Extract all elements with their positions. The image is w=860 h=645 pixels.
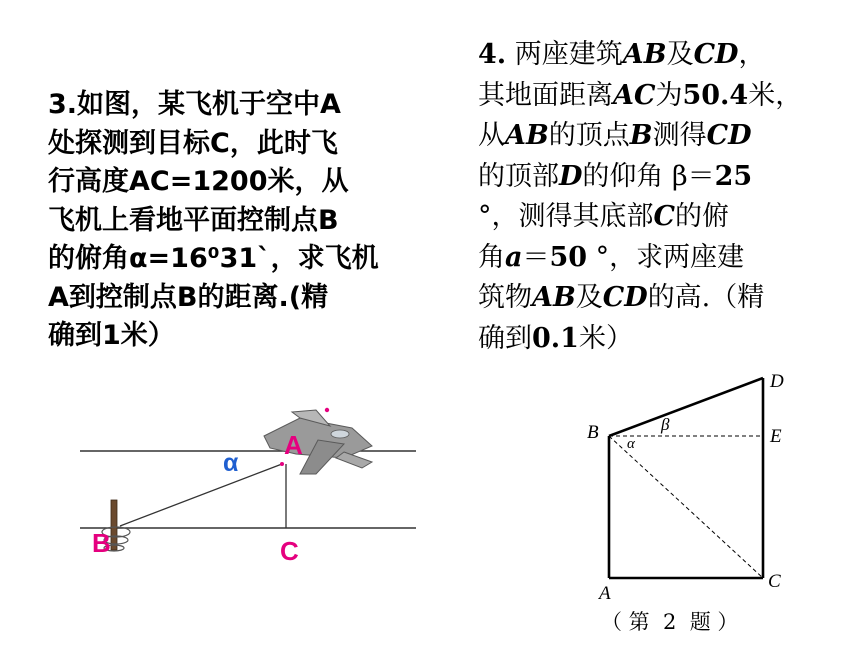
text-run: 及 [575, 282, 603, 313]
text-run: 从 [478, 120, 505, 151]
airplane-icon [264, 408, 372, 474]
text-run: 米） [578, 322, 633, 354]
label-c: C [280, 536, 299, 566]
figure-2-caption: （ 第 2 题 ） [601, 610, 739, 634]
math-var: B [629, 120, 653, 151]
text-run: 为 [655, 79, 683, 111]
text-run: 的顶点 [548, 120, 630, 151]
math-var: AB [532, 282, 576, 313]
math-var: a [505, 241, 523, 273]
line-bc-dashed [609, 436, 763, 578]
math-var: AC [613, 79, 656, 111]
math-var: CD [706, 120, 752, 151]
math-var: C [653, 201, 675, 232]
number: 50 [549, 241, 588, 273]
text-run: °，求两座建 [587, 241, 745, 273]
math-var: AB [505, 120, 549, 151]
label-a: A [599, 583, 611, 604]
problem-number: 4. [478, 39, 507, 70]
problem-3-line: 确到1米） [48, 320, 175, 351]
text-run: 及 [666, 39, 694, 70]
label-b: B [92, 528, 111, 558]
label-alpha: α [223, 449, 239, 477]
text-run: 的仰角 β＝ [582, 160, 715, 192]
problem-3-line: 的俯角α=16⁰31`，求飞机 [48, 243, 379, 274]
text-run: ＝ [522, 241, 550, 273]
number: 0.1 [532, 322, 579, 354]
text-run: 角 [478, 241, 505, 273]
text-run: 其地面距离 [478, 79, 613, 111]
figure-2-diagram [587, 371, 784, 604]
line-ab [120, 464, 282, 526]
line-bd [609, 378, 763, 436]
text-run: 测得 [652, 120, 707, 151]
label-d: D [770, 371, 784, 392]
problem-3-line: 3.如图，某飞机于空中A [48, 89, 341, 120]
math-var: D [559, 160, 583, 192]
text-run: 的高.（精 [647, 282, 765, 313]
text-run: 的俯 [675, 201, 729, 232]
text-run: 米， [748, 79, 803, 111]
math-var: CD [602, 282, 648, 313]
problem-3-line: 飞机上看地平面控制点B [48, 204, 339, 236]
text-run: 筑物 [478, 282, 532, 313]
label-beta: β [661, 415, 670, 434]
text-run: 的顶部 [478, 160, 559, 192]
problem-3-line: A到控制点B的距离.(精 [48, 281, 329, 313]
label-a: A [284, 430, 303, 460]
number: 25 [714, 160, 753, 192]
problem-3-line: 处探测到目标C，此时飞 [48, 127, 338, 159]
label-e: E [770, 426, 782, 447]
math-var: CD [693, 39, 739, 70]
number: 50.4 [682, 79, 749, 111]
math-var: AB [622, 39, 667, 70]
label-alpha: α [627, 436, 635, 452]
text-run: 确到 [478, 322, 532, 354]
label-b: B [587, 422, 599, 443]
problem-3-line: 行高度AC=1200米，从 [48, 166, 349, 197]
label-c: C [768, 571, 781, 592]
text-run: ， [738, 39, 766, 70]
text-run: °，测得其底部 [478, 201, 654, 232]
text-run: 两座建筑 [506, 39, 623, 70]
